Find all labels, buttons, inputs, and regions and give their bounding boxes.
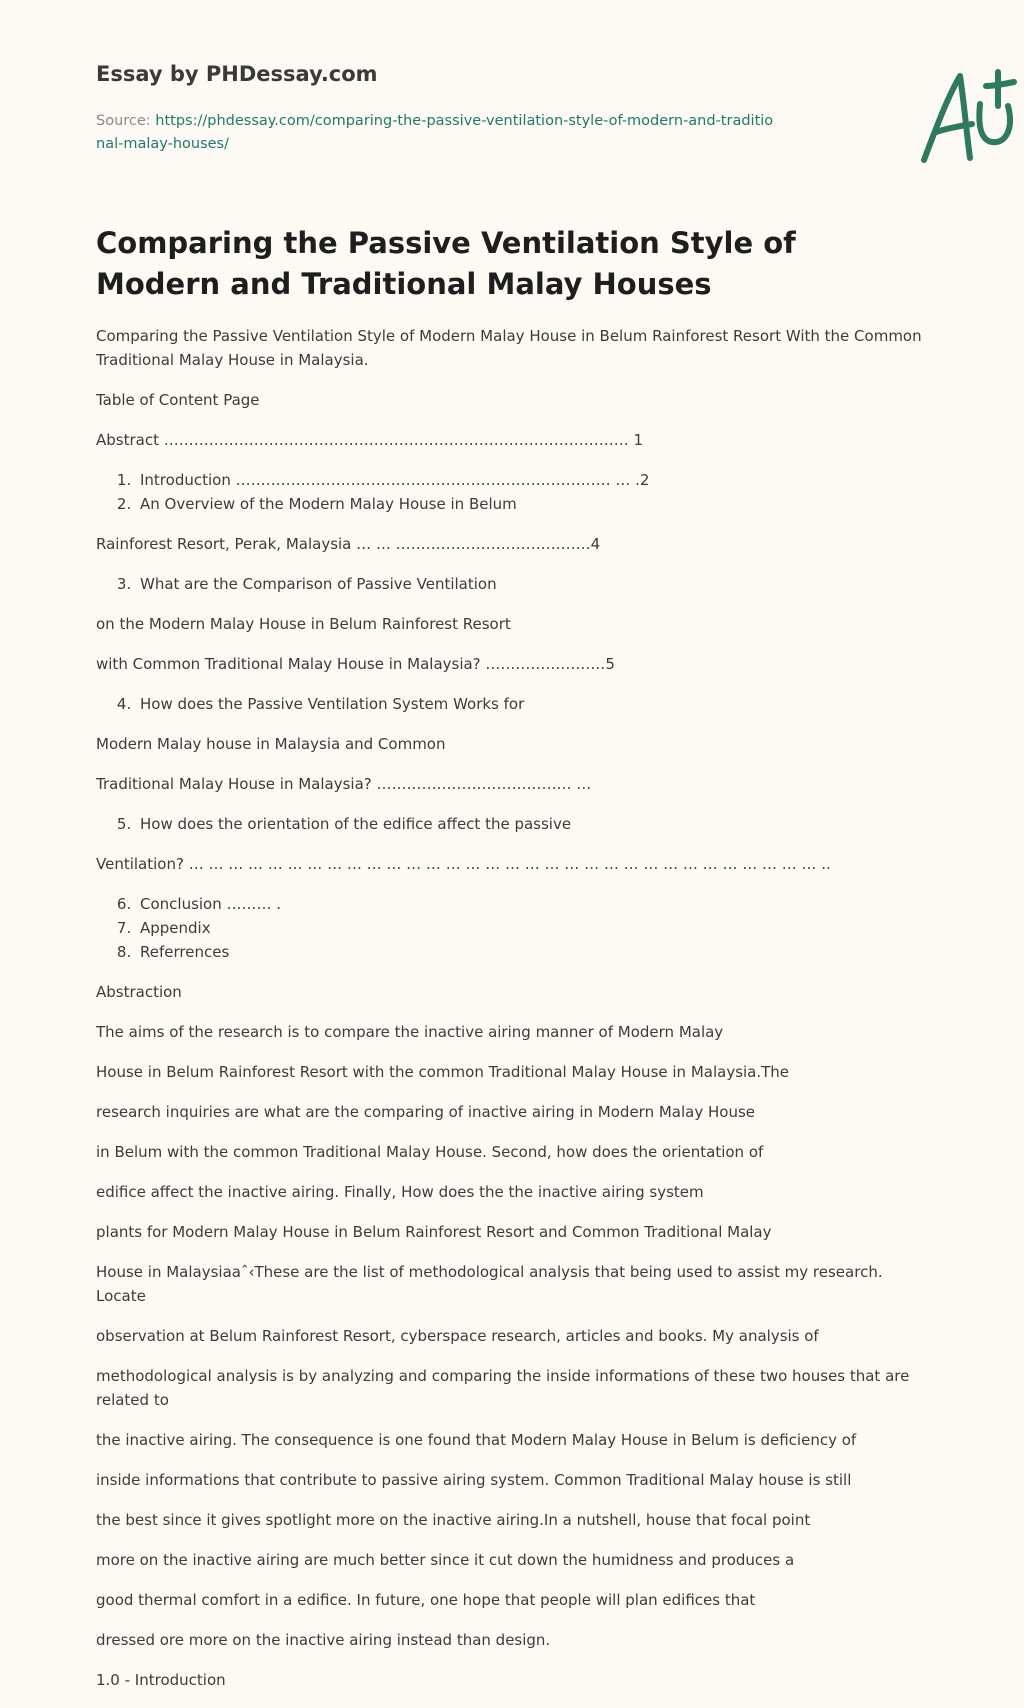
- toc-list: [96, 468, 926, 516]
- toc-list: [96, 572, 926, 596]
- toc-continuation: Modern Malay house in Malaysia and Common: [96, 735, 446, 753]
- source-line: [96, 110, 776, 156]
- abstract-paragraph: the inactive airing. The consequence is one found that Modern Malay House in Belum is deficiency of: [96, 1431, 857, 1449]
- abstract-paragraph: observation at Belum Rainforest Resort, cyberspace research, articles and books. My analysis of: [96, 1327, 819, 1345]
- abstract-paragraph: dressed ore more on the inactive airing instead than design.: [96, 1631, 551, 1649]
- source-link[interactable]: https://phdessay.com/comparing-the-passive-ventilation-style-of-modern-and-traditional-malay-houses/: [96, 113, 774, 152]
- abstract-paragraph: House in Belum Rainforest Resort with the common Traditional Malay House in Malaysia.The: [96, 1063, 790, 1081]
- toc-continuation: Ventilation? … … … … … … … … … … … … … … … … … … … … … … … … … … … … … … … … ..: [96, 855, 831, 873]
- abstract-paragraph: edifice affect the inactive airing. Finally, How does the the inactive airing system: [96, 1183, 704, 1201]
- toc-item: 5. How does the orientation of the edifice affect the passive: [136, 812, 926, 836]
- toc-continuation: with Common Traditional Malay House in Malaysia? ……………………5: [96, 655, 615, 673]
- toc-item: 6. Conclusion ……… .: [136, 892, 926, 916]
- essay-body: [96, 324, 926, 1708]
- section-heading-introduction: 1.0 - Introduction: [96, 1671, 226, 1689]
- site-brand: Essay by PHDessay.com: [96, 62, 378, 86]
- toc-item: 1. Introduction ………………………………………………………………… … .2: [136, 468, 926, 492]
- toc-list: [96, 892, 926, 964]
- abstract-paragraph: more on the inactive airing are much better since it cut down the humidness and produces a: [96, 1551, 795, 1569]
- toc-item: 8. Referrences: [136, 940, 926, 964]
- toc-item: 7. Appendix: [136, 916, 926, 940]
- abstract-paragraph: methodological analysis is by analyzing and comparing the inside informations of these two houses that are related to: [96, 1367, 910, 1409]
- abstract-paragraph: in Belum with the common Traditional Malay House. Second, how does the orientation of: [96, 1143, 764, 1161]
- essay-title: Comparing the Passive Ventilation Style of Modern and Traditional Malay Houses: [96, 226, 796, 301]
- toc-item: 3. What are the Comparison of Passive Ventilation: [136, 572, 926, 596]
- a-plus-logo-icon: [914, 66, 1024, 166]
- toc-item: 4. How does the Passive Ventilation System Works for: [136, 692, 926, 716]
- abstract-paragraph: good thermal comfort in a edifice. In future, one hope that people will plan edifices that: [96, 1591, 756, 1609]
- page-header: [96, 0, 920, 200]
- abstract-paragraph: research inquiries are what are the comparing of inactive airing in Modern Malay House: [96, 1103, 755, 1121]
- abstract-paragraph: inside informations that contribute to passive airing system. Common Traditional Malay house is still: [96, 1471, 852, 1489]
- source-label: Source:: [96, 113, 156, 129]
- abstraction-heading: Abstraction: [96, 983, 182, 1001]
- toc-heading: Table of Content Page: [96, 391, 260, 409]
- abstract-paragraph: the best since it gives spotlight more on the inactive airing.In a nutshell, house that focal point: [96, 1511, 811, 1529]
- toc-continuation: Traditional Malay House in Malaysia? ………………………………… …: [96, 775, 592, 793]
- toc-abstract-line: Abstract ………………………………………………………………………………… 1: [96, 431, 644, 449]
- abstract-paragraph: House in Malaysiaaˆ‹These are the list of methodological analysis that being used to assist my research. Locate: [96, 1263, 883, 1305]
- toc-list: [96, 692, 926, 716]
- intro-paragraph: Comparing the Passive Ventilation Style of Modern Malay House in Belum Rainforest Resort With the Common Traditional Malay House in Malaysia.: [96, 327, 922, 369]
- toc-continuation: on the Modern Malay House in Belum Rainforest Resort: [96, 615, 511, 633]
- abstract-paragraph: The aims of the research is to compare the inactive airing manner of Modern Malay: [96, 1023, 724, 1041]
- toc-list: [96, 812, 926, 836]
- toc-item: 2. An Overview of the Modern Malay House in Belum: [136, 492, 926, 516]
- abstract-paragraph: plants for Modern Malay House in Belum Rainforest Resort and Common Traditional Malay: [96, 1223, 772, 1241]
- toc-continuation: Rainforest Resort, Perak, Malaysia … … …………………………………4: [96, 535, 601, 553]
